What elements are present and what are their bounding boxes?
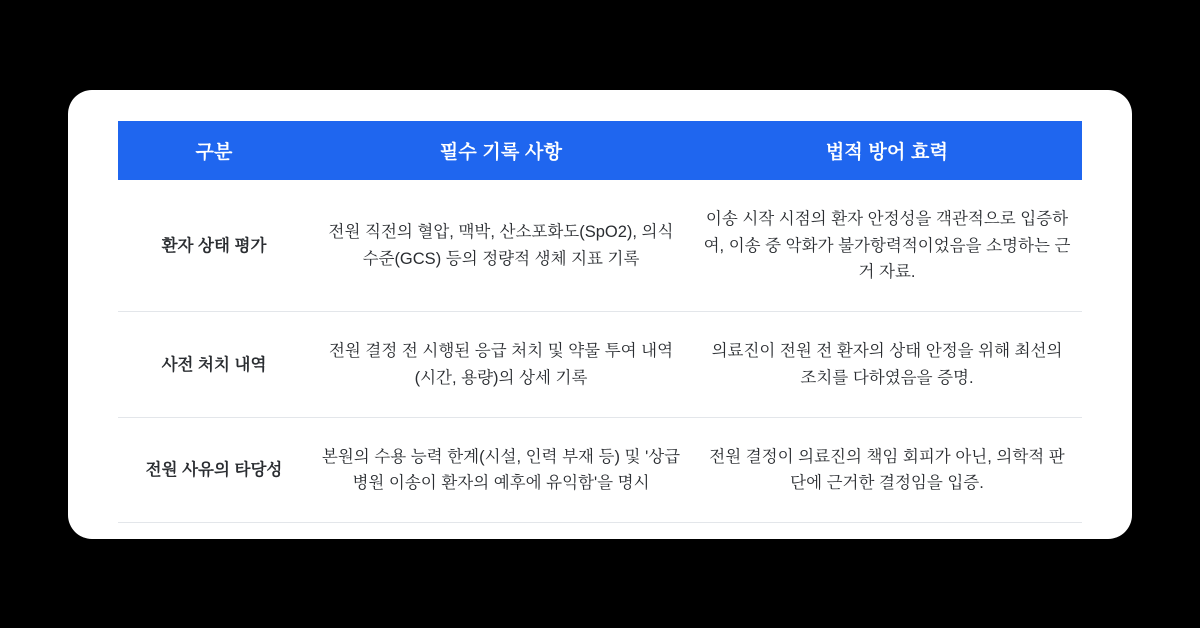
table-header-row bbox=[118, 121, 1082, 180]
row-legal-effect: 이송 시작 시점의 환자 안정성을 객관적으로 입증하여, 이송 중 악화가 불가항력적이었음을 소명하는 근거 자료. bbox=[692, 180, 1082, 312]
row-label: 환자 상태 평가 bbox=[118, 180, 310, 312]
row-label: 사전 처치 내역 bbox=[118, 312, 310, 417]
table-header bbox=[118, 121, 1082, 180]
table-row bbox=[118, 417, 1082, 522]
row-required-records: 전원 직전의 혈압, 맥박, 산소포화도(SpO2), 의식 수준(GCS) 등의 정량적 생체 지표 기록 bbox=[310, 180, 692, 312]
row-legal-effect: 의료진이 전원 전 환자의 상태 안정을 위해 최선의 조치를 다하였음을 증명. bbox=[692, 312, 1082, 417]
row-required-records: 전원 결정 전 시행된 응급 처치 및 약물 투여 내역(시간, 용량)의 상세 기록 bbox=[310, 312, 692, 417]
column-header-legal-effect: 법적 방어 효력 bbox=[692, 121, 1082, 180]
content-card bbox=[68, 90, 1132, 539]
row-label: 전원 사유의 타당성 bbox=[118, 417, 310, 522]
table-body bbox=[118, 180, 1082, 523]
column-header-required-records: 필수 기록 사항 bbox=[310, 121, 692, 180]
table-row bbox=[118, 180, 1082, 312]
column-header-category: 구분 bbox=[118, 121, 310, 180]
table-row bbox=[118, 312, 1082, 417]
row-legal-effect: 전원 결정이 의료진의 책임 회피가 아닌, 의학적 판단에 근거한 결정임을 입증. bbox=[692, 417, 1082, 522]
row-required-records: 본원의 수용 능력 한계(시설, 인력 부재 등) 및 '상급 병원 이송이 환자의 예후에 유익함'을 명시 bbox=[310, 417, 692, 522]
requirements-table bbox=[118, 121, 1082, 523]
